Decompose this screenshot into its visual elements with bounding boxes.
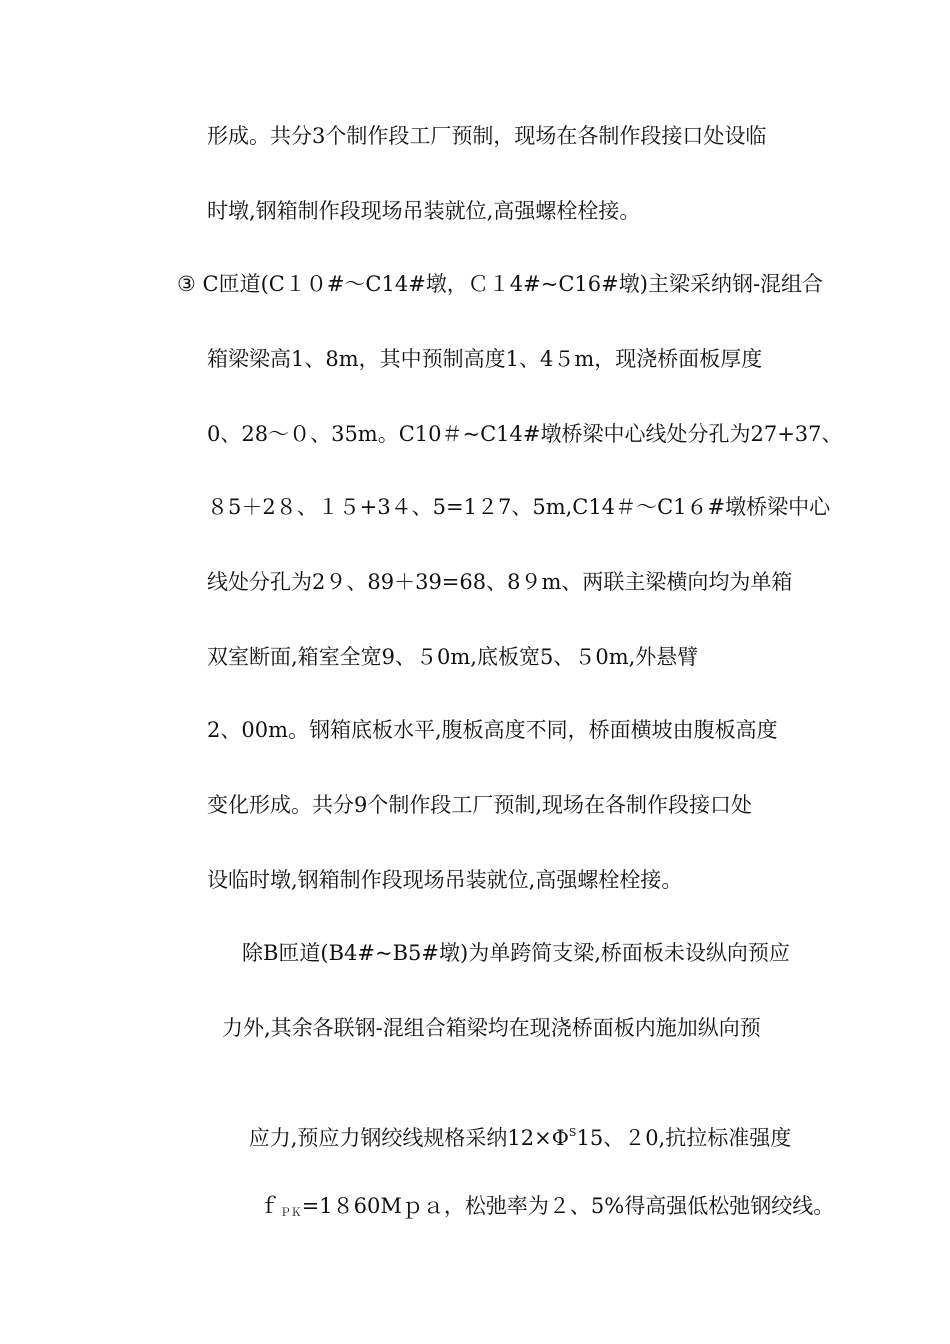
- paragraph-line: 箱梁梁高1、8m，其中预制高度1、4５m，现浇桥面板厚度: [207, 347, 763, 371]
- paragraph-line: 2、00m。钢箱底板水平,腹板高度不同，桥面横坡由腹板高度: [207, 718, 778, 742]
- subscript-pk: ＰＫ: [279, 1206, 302, 1219]
- paragraph-line: 线处分孔为2９、89＋39=68、8９m、两联主梁横向均为单箱: [207, 570, 793, 594]
- paragraph-line: [232, 1161, 834, 1258]
- line-text: 15、２0,抗拉标准强度: [576, 1126, 792, 1150]
- paragraph-line: 形成。共分3个制作段工厂预制，现场在各制作段接口处设临: [207, 124, 767, 148]
- paragraph-line: 设临时墩,钢箱制作段现场吊装就位,高强螺栓栓接。: [207, 868, 683, 892]
- paragraph-line: 变化形成。共分9个制作段工厂预制,现场在各制作段接口处: [207, 793, 753, 817]
- paragraph-line: ８5＋2８、１５+3４、5=1２7、5m,C14＃～C1６#墩桥梁中心: [207, 495, 831, 519]
- paragraph-line: ③ C匝道(C１０#～C14#墩，Ｃ１4#~C16#墩)主梁采纳钢-混组合: [177, 272, 824, 296]
- superscript-s: S: [568, 1126, 577, 1139]
- line-text: 应力,预应力钢绞线规格采纳12×Φ: [248, 1126, 569, 1150]
- line-text: ｆ: [258, 1194, 280, 1218]
- paragraph-line: 双室断面,箱室全宽9、５0m,底板宽5、５0m,外悬臂: [207, 645, 699, 669]
- paragraph-line: 力外,其余各联钢-混组合箱梁均在现浇桥面板内施加纵向预: [222, 1016, 761, 1040]
- paragraph-line: 0、28～０、35m。C10＃~C14#墩桥梁中心线处分孔为27+37、: [207, 422, 843, 446]
- paragraph-line: 时墩,钢箱制作段现场吊装就位,高强螺栓栓接。: [207, 199, 641, 223]
- line-text: =1８60Mｐａ，松弛率为２、5%得高强低松弛钢绞线。: [301, 1194, 835, 1218]
- paragraph-line: 除B匝道(B4#~B5#墩)为单跨简支梁,桥面板未设纵向预应: [242, 941, 790, 965]
